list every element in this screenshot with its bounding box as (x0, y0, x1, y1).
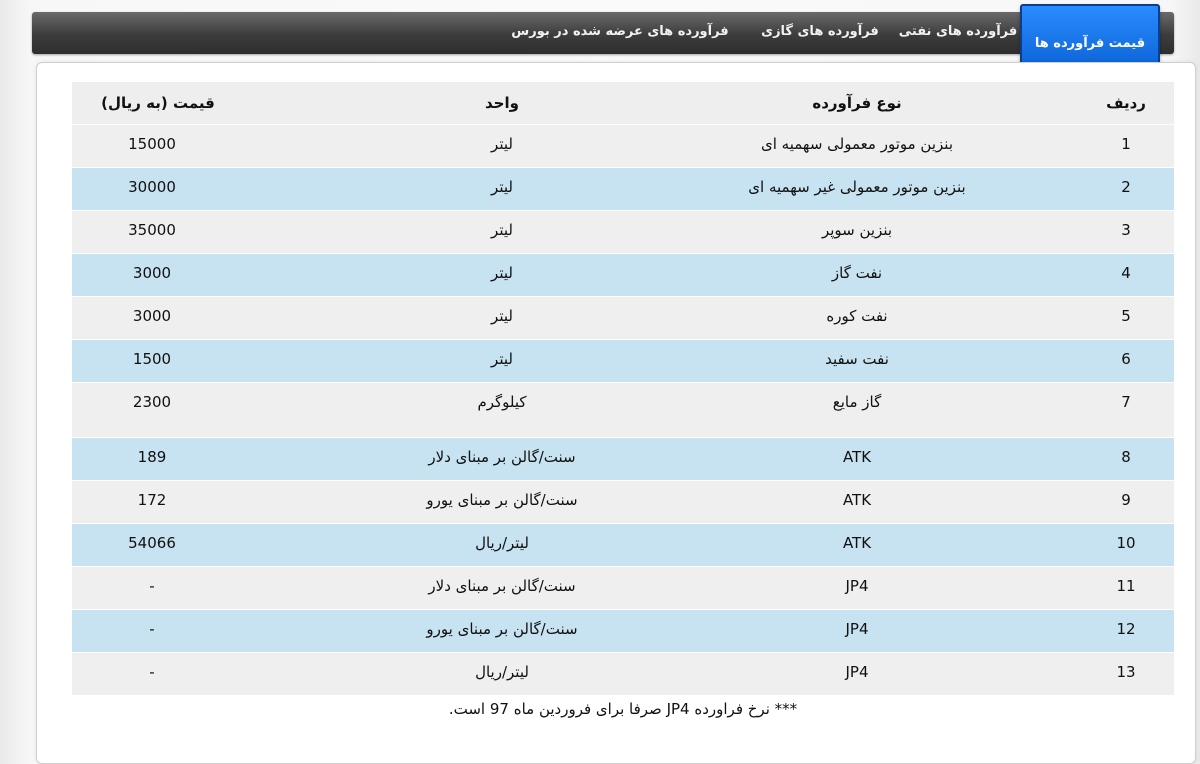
table-row (72, 340, 1174, 383)
row-number: 4 (1121, 264, 1131, 282)
unit: لیتر (491, 350, 513, 368)
table-row (72, 610, 1174, 653)
unit: لیتر (491, 307, 513, 325)
footnote: *** نرخ فراورده JP4 صرفا برای فروردین ماه 97 است. (448, 700, 798, 718)
unit: لیتر (491, 135, 513, 153)
table-row (72, 211, 1174, 254)
table-row (72, 481, 1174, 524)
header-product-type: نوع فرآورده (812, 94, 902, 112)
table-row (72, 438, 1174, 481)
product-type: نفت کوره (826, 307, 888, 325)
row-number: 7 (1121, 393, 1131, 411)
table-row (72, 254, 1174, 297)
header-unit: واحد (485, 94, 519, 112)
product-type: گاز مایع (832, 393, 882, 411)
product-type: JP4 (845, 663, 869, 681)
unit: لیتر (491, 178, 513, 196)
header-row-number: ردیف (1106, 94, 1146, 112)
unit: سنت/گالن بر مبنای دلار (428, 577, 576, 595)
table-row (72, 524, 1174, 567)
tab-oil-products[interactable]: فرآورده های نفتی (898, 24, 1018, 39)
product-type: نفت گاز (831, 264, 883, 282)
unit: لیتر/ریال (475, 663, 529, 681)
table-header-row (72, 82, 1174, 125)
product-type: JP4 (845, 620, 869, 638)
table-row (72, 125, 1174, 168)
unit: لیتر/ریال (475, 534, 529, 552)
row-number: 11 (1116, 577, 1136, 595)
product-type: بنزین موتور معمولی سهمیه ای (761, 135, 953, 153)
unit: لیتر (491, 221, 513, 239)
row-number: 3 (1121, 221, 1131, 239)
tab-exchange-products[interactable]: فرآورده های عرضه شده در بورس (511, 24, 729, 39)
unit: سنت/گالن بر مبنای یورو (426, 491, 578, 509)
price: 35000 (128, 221, 176, 239)
table-row (72, 297, 1174, 340)
row-number: 5 (1121, 307, 1131, 325)
row-number: 6 (1121, 350, 1131, 368)
row-number: 1 (1121, 135, 1131, 153)
unit: سنت/گالن بر مبنای یورو (426, 620, 578, 638)
price: - (149, 577, 155, 595)
row-number: 13 (1116, 663, 1136, 681)
unit: سنت/گالن بر مبنای دلار (428, 448, 576, 466)
tab-gas-products[interactable]: فرآورده های گازی (761, 24, 879, 39)
price: 2300 (132, 393, 172, 411)
product-type: نفت سفید (825, 350, 889, 368)
price: 189 (137, 448, 167, 466)
price: - (149, 620, 155, 638)
table-row (72, 383, 1174, 438)
row-number: 9 (1121, 491, 1131, 509)
unit: کیلوگرم (477, 393, 527, 411)
product-type: JP4 (845, 577, 869, 595)
product-type: بنزین موتور معمولی غیر سهمیه ای (748, 178, 966, 196)
product-type: ATK (842, 448, 872, 466)
price-table (72, 82, 1174, 696)
tab-product-prices[interactable]: قیمت فرآورده ها (1020, 4, 1160, 72)
row-number: 2 (1121, 178, 1131, 196)
unit: لیتر (491, 264, 513, 282)
product-type: ATK (842, 491, 872, 509)
product-type: ATK (842, 534, 872, 552)
header-price: قیمت (به ریال) (101, 94, 215, 112)
price: 54066 (128, 534, 176, 552)
row-number: 12 (1116, 620, 1136, 638)
price: 3000 (132, 307, 172, 325)
tab-bar (32, 12, 1174, 54)
row-number: 10 (1116, 534, 1136, 552)
table-row (72, 653, 1174, 696)
price: - (149, 663, 155, 681)
price: 3000 (132, 264, 172, 282)
table-row (72, 168, 1174, 211)
row-number: 8 (1121, 448, 1131, 466)
price: 15000 (128, 135, 176, 153)
product-type: بنزین سوپر (821, 221, 893, 239)
price: 172 (137, 491, 167, 509)
price: 1500 (132, 350, 172, 368)
table-row (72, 567, 1174, 610)
price: 30000 (128, 178, 176, 196)
